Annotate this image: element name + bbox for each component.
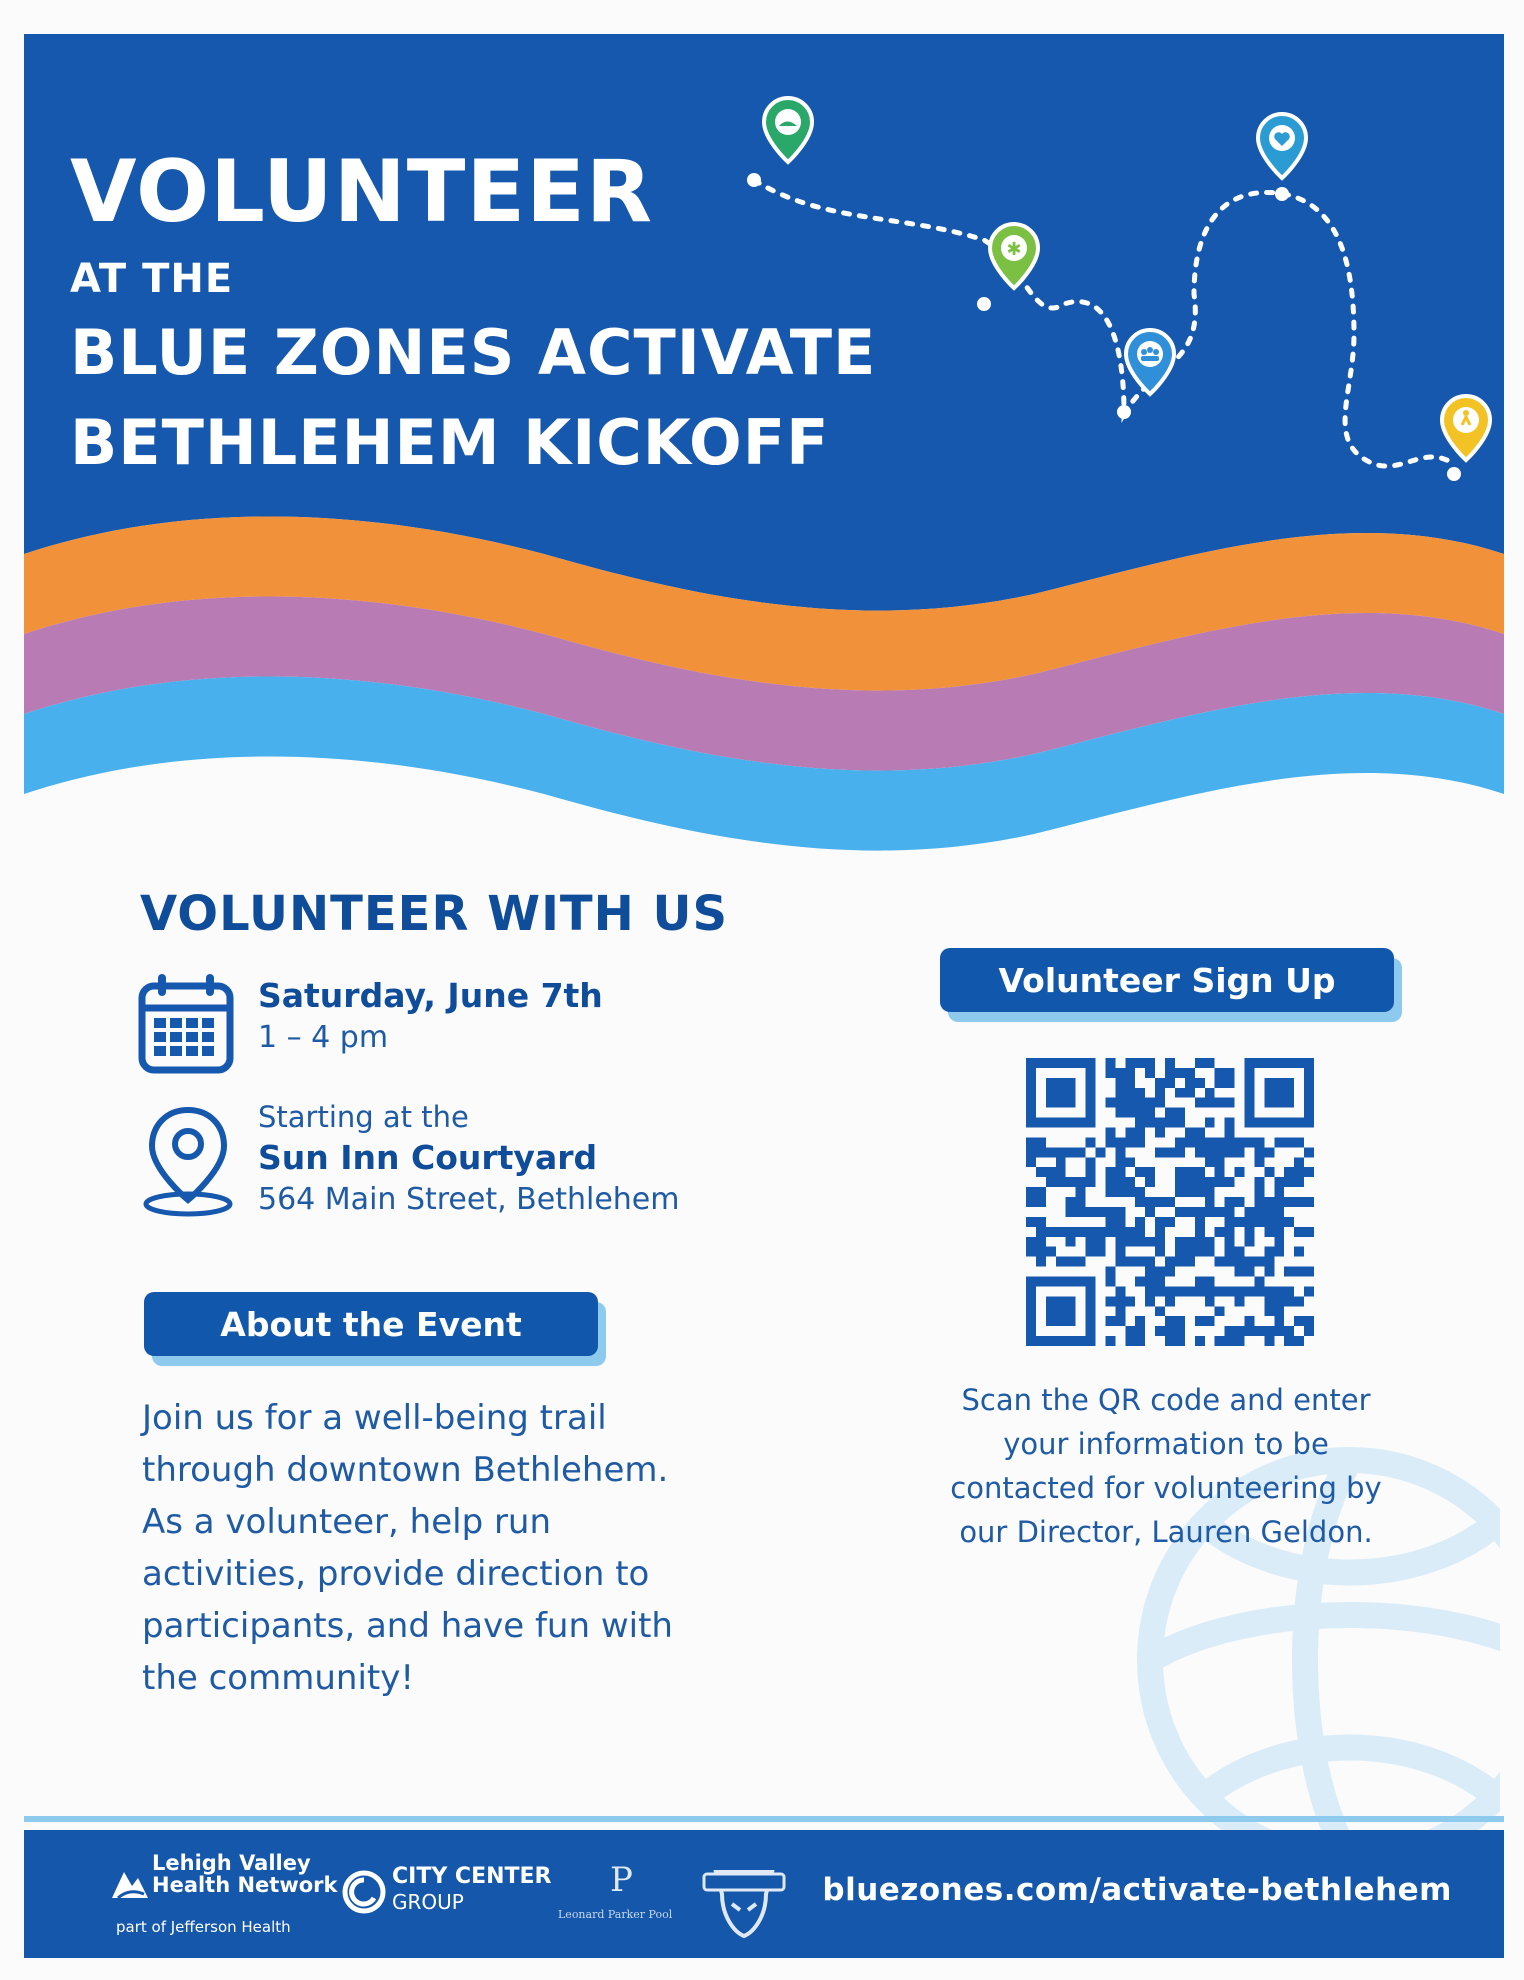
svg-text:✱: ✱ — [1006, 239, 1022, 260]
hero-banner — [24, 34, 1504, 864]
leonard-parker-pool-mark: P — [610, 1860, 633, 1900]
lvhn-name-line: Lehigh Valley — [152, 1851, 311, 1875]
title-bethlehem-kickoff: BETHLEHEM KICKOFF — [70, 406, 830, 479]
footer-url-link[interactable]: bluezones.com/activate-bethlehem — [822, 1872, 1452, 1908]
jefferson-health-label: part of Jefferson Health — [116, 1918, 291, 1936]
about-description — [142, 1392, 782, 1704]
leonard-parker-pool-name: Leonard Parker Pool — [558, 1908, 673, 1921]
lvhn-name — [152, 1852, 342, 1896]
title-blue-zones-activate: BLUE ZONES ACTIVATE — [70, 316, 877, 389]
about-line: the community! — [142, 1658, 414, 1698]
scan-line: our Director, Lauren Geldon. — [959, 1515, 1373, 1549]
about-event-heading: About the Event — [144, 1292, 598, 1356]
scan-line: contacted for volunteering by — [950, 1471, 1382, 1505]
about-line: Join us for a well-being trail — [142, 1398, 607, 1438]
calendar-icon — [136, 972, 236, 1076]
location-name: Sun Inn Courtyard — [258, 1138, 598, 1177]
about-line: activities, provide direction to — [142, 1554, 650, 1594]
location-address: 564 Main Street, Bethlehem — [258, 1182, 680, 1217]
scan-instructions — [916, 1378, 1416, 1554]
city-center-name: CITY CENTER — [392, 1864, 552, 1889]
volunteer-signup-heading: Volunteer Sign Up — [940, 948, 1394, 1012]
location-pin-icon — [140, 1104, 236, 1218]
scan-line: your information to be — [1003, 1427, 1329, 1461]
section-title: VOLUNTEER WITH US — [140, 886, 729, 942]
event-time: 1 – 4 pm — [258, 1020, 389, 1055]
title-at-the: AT THE — [70, 256, 234, 302]
about-line: participants, and have fun with — [142, 1606, 673, 1646]
lvhn-logo-icon — [104, 1858, 154, 1908]
about-line: As a volunteer, help run — [142, 1502, 552, 1542]
lvhn-name-line: Health Network — [152, 1873, 338, 1897]
about-line: through downtown Bethlehem. — [142, 1450, 669, 1490]
phantoms-logo-icon — [696, 1860, 792, 1940]
scan-line: Scan the QR code and enter — [961, 1383, 1371, 1417]
city-center-logo-icon — [342, 1870, 386, 1914]
event-date: Saturday, June 7th — [258, 976, 603, 1015]
signup-qr-code[interactable] — [1026, 1058, 1314, 1346]
city-center-group: GROUP — [392, 1890, 464, 1914]
title-volunteer: VOLUNTEER — [70, 142, 654, 242]
footer-bar — [24, 1830, 1504, 1958]
footer-accent-line — [24, 1816, 1504, 1822]
location-prefix: Starting at the — [258, 1100, 469, 1134]
